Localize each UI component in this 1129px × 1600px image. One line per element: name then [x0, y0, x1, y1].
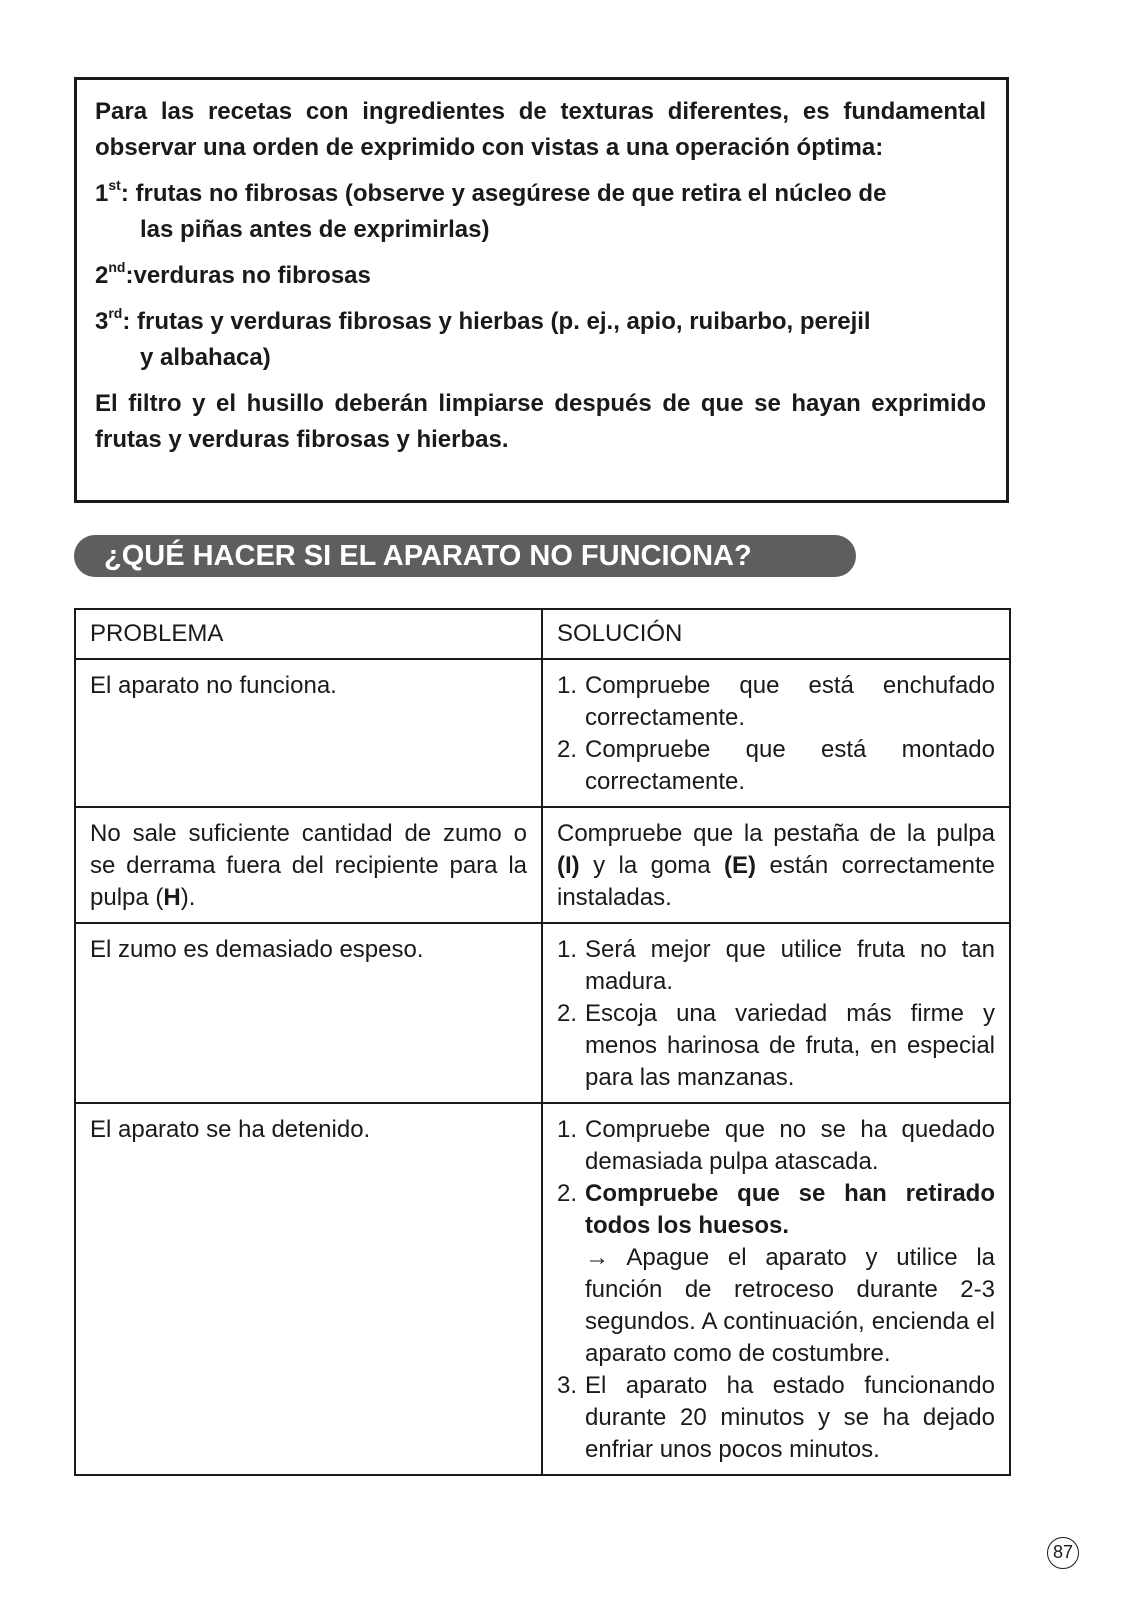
page-number: 87	[1047, 1537, 1079, 1569]
solution-item: 2. Compruebe que se han retirado todos los huesos. → Apague el aparato y utilice la función de retroceso durante 2-3 segundos. A continuación, encienda el aparato como de costumbre.	[557, 1180, 996, 1367]
table-header-row	[75, 609, 1010, 659]
table-row	[75, 807, 1010, 923]
solution-item: 1. Compruebe que está enchufado correctamente.	[557, 672, 995, 731]
solution-item: 3. El aparato ha estado funcionando durante 20 minutos y se ha dejado enfriar unos pocos minutos.	[557, 1372, 995, 1463]
step-text: frutas y verduras fibrosas y hierbas (p. ej., apio, ruibarbo, perejil	[137, 308, 871, 335]
solution-item: 1. Será mejor que utilice fruta no tan madura.	[557, 936, 995, 995]
step-suffix: rd	[108, 305, 123, 321]
step-text-continued: y albahaca)	[140, 344, 271, 371]
column-header-problem: PROBLEMA	[75, 609, 542, 659]
table-row	[75, 923, 1010, 1103]
column-header-solution: SOLUCIÓN	[542, 609, 1010, 659]
problem-cell: El aparato no funciona.	[75, 659, 542, 807]
step-text: frutas no fibrosas (observe y asegúrese de que retira el núcleo de	[135, 180, 887, 207]
step-number: 3	[95, 308, 109, 335]
solution-bold-text: Compruebe que se han retirado todos los huesos.	[585, 1180, 995, 1239]
table-row	[75, 659, 1010, 807]
step-number: 1	[95, 180, 109, 207]
note-intro: Para las recetas con ingredientes de texturas diferentes, es fundamental observar una orden de exprimido con vistas a una operación óptima:	[95, 98, 986, 161]
solution-item: 2. Escoja una variedad más firme y menos harinosa de fruta, en especial para las manzanas.	[557, 1000, 995, 1091]
solution-item: 1. Compruebe que no se ha quedado demasiada pulpa atascada.	[557, 1116, 995, 1175]
note-step-2: 2nd: verduras no fibrosas	[95, 258, 986, 294]
step-text-continued: las piñas antes de exprimirlas)	[140, 216, 490, 243]
solution-cell: Compruebe que la pestaña de la pulpa (I) y la goma (E) están correctamente instaladas.	[542, 807, 1010, 923]
problem-cell: El zumo es demasiado espeso.	[75, 923, 542, 1103]
note-outro: El filtro y el husillo deberán limpiarse después de que se hayan exprimido frutas y verduras fibrosas y hierbas.	[95, 390, 986, 453]
step-text: verduras no fibrosas	[133, 262, 371, 289]
step-number: 2	[95, 262, 109, 289]
solution-item: 2. Compruebe que está montado correctamente.	[557, 736, 995, 795]
section-title: ¿QUÉ HACER SI EL APARATO NO FUNCIONA?	[74, 535, 856, 577]
step-suffix: st	[108, 177, 121, 193]
solution-cell	[542, 659, 1010, 807]
note-step-3: 3rd: frutas y verduras fibrosas y hierbas (p. ej., apio, ruibarbo, perejil y albahaca)	[95, 304, 986, 376]
problem-cell: No sale suficiente cantidad de zumo o se derrama fuera del recipiente para la pulpa (H).	[75, 807, 542, 923]
troubleshooting-table	[74, 608, 1011, 1476]
problem-cell: El aparato se ha detenido.	[75, 1103, 542, 1475]
note-step-1: 1st: frutas no fibrosas (observe y asegúrese de que retira el núcleo de las piñas antes de exprimirlas)	[95, 176, 986, 248]
recipe-order-note	[74, 77, 1009, 503]
solution-cell	[542, 923, 1010, 1103]
solution-cell	[542, 1103, 1010, 1475]
arrow-icon: →	[585, 1244, 609, 1271]
step-suffix: nd	[108, 259, 126, 275]
table-row	[75, 1103, 1010, 1475]
